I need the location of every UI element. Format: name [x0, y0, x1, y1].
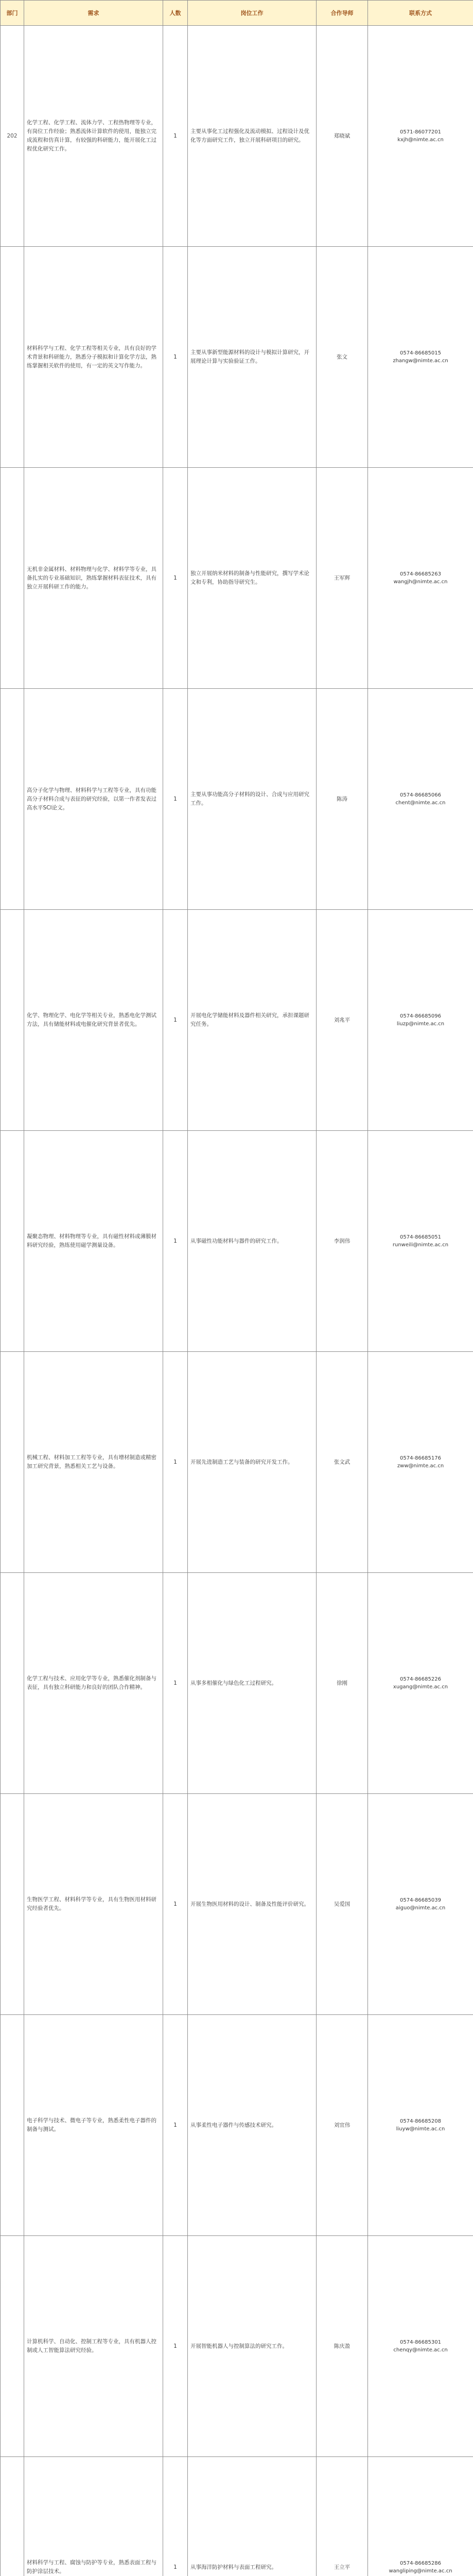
- contact-email[interactable]: zww@nimte.ac.cn: [397, 1463, 444, 1469]
- contact-email[interactable]: chent@nimte.ac.cn: [395, 800, 446, 806]
- mentor-cell: 徐刚: [317, 1573, 368, 1794]
- contact-phone: 0574-86685226: [400, 1676, 441, 1682]
- contact-email[interactable]: runweili@nimte.ac.cn: [392, 1242, 449, 1248]
- table-row: [1, 247, 473, 468]
- contact-phone: 0574-86685301: [400, 2340, 441, 2345]
- contact-cell: [368, 1794, 473, 2015]
- requirements-cell: 材料科学与工程、化学工程等相关专业，具有良好的学术背景和科研能力，熟悉分子模拟和计算化学方法，熟练掌握相关软件的使用，有一定的英文写作能力。: [24, 247, 163, 468]
- requirements-cell: 电子科学与技术、微电子等专业，熟悉柔性电子器件的制备与测试。: [24, 2015, 163, 2236]
- contact-cell: [368, 1131, 473, 1352]
- duties-cell: 从事磁性功能材料与器件的研究工作。: [188, 1131, 317, 1352]
- requirements-cell: 高分子化学与物理、材料科学与工程等专业，具有功能高分子材料合成与表征的研究经验，以第一作者发表过高水平SCI论文。: [24, 689, 163, 910]
- dept-cell: [1, 468, 24, 689]
- count-cell: 1: [163, 1131, 188, 1352]
- mentor-cell: 王立平: [317, 2457, 368, 2576]
- count-cell: 1: [163, 910, 188, 1131]
- mentor-cell: 刘兆平: [317, 910, 368, 1131]
- contact-email[interactable]: chenqy@nimte.ac.cn: [393, 2347, 448, 2353]
- contact-cell: [368, 1352, 473, 1573]
- count-cell: 1: [163, 689, 188, 910]
- table-row: [1, 2457, 473, 2576]
- contact-email[interactable]: kxjh@nimte.ac.cn: [397, 137, 444, 143]
- contact-email[interactable]: liuyw@nimte.ac.cn: [396, 2126, 445, 2132]
- table-row: [1, 689, 473, 910]
- table-row: [1, 468, 473, 689]
- contact-email[interactable]: wangjh@nimte.ac.cn: [393, 579, 448, 585]
- header-dept: 部门: [1, 1, 24, 26]
- count-cell: 1: [163, 1352, 188, 1573]
- count-cell: 1: [163, 26, 188, 247]
- header-contact: 联系方式: [368, 1, 473, 26]
- mentor-cell: 张文武: [317, 1352, 368, 1573]
- header-mentor: 合作导师: [317, 1, 368, 26]
- requirements-cell: 无机非金属材料、材料物理与化学、材料学等专业，具备扎实的专业基础知识，熟练掌握材料表征技术，具有独立开展科研工作的能力。: [24, 468, 163, 689]
- mentor-cell: 陈庆盈: [317, 2236, 368, 2457]
- contact-phone: 0574-86685096: [400, 1013, 441, 1019]
- count-cell: 1: [163, 2457, 188, 2576]
- duties-cell: 开展电化学储能材料及器件相关研究，承担课题研究任务。: [188, 910, 317, 1131]
- table-row: [1, 1573, 473, 1794]
- dept-cell: [1, 689, 24, 910]
- mentor-cell: 王军辉: [317, 468, 368, 689]
- contact-phone: 0574-86685015: [400, 350, 441, 356]
- count-cell: 1: [163, 1573, 188, 1794]
- contact-phone: 0574-86685039: [400, 1897, 441, 1903]
- duties-cell: 开展先进制造工艺与装备的研究开发工作。: [188, 1352, 317, 1573]
- dept-cell: [1, 1794, 24, 2015]
- table-row: [1, 1794, 473, 2015]
- dept-cell: [1, 2236, 24, 2457]
- mentor-cell: 郑晓斌: [317, 26, 368, 247]
- table-row: [1, 2236, 473, 2457]
- contact-cell: [368, 2236, 473, 2457]
- mentor-cell: 吴爱国: [317, 1794, 368, 2015]
- contact-cell: [368, 247, 473, 468]
- contact-cell: [368, 468, 473, 689]
- duties-cell: 主要从事新型能源材料的设计与模拟计算研究，开展理论计算与实验验证工作。: [188, 247, 317, 468]
- contact-phone: 0574-86685066: [400, 792, 441, 798]
- dept-cell: [1, 910, 24, 1131]
- table-header-row: [1, 1, 473, 26]
- requirements-cell: 材料科学与工程、腐蚀与防护等专业，熟悉表面工程与防护涂层技术。: [24, 2457, 163, 2576]
- count-cell: 1: [163, 2236, 188, 2457]
- dept-cell: 202: [1, 26, 24, 247]
- count-cell: 1: [163, 468, 188, 689]
- contact-phone: 0571-86077201: [400, 129, 441, 135]
- contact-phone: 0574-86685208: [400, 2119, 441, 2124]
- header-duties: 岗位工作: [188, 1, 317, 26]
- contact-phone: 0574-86685176: [400, 1455, 441, 1461]
- count-cell: 1: [163, 247, 188, 468]
- duties-cell: 主要从事功能高分子材料的设计、合成与应用研究工作。: [188, 689, 317, 910]
- table-row: [1, 26, 473, 247]
- duties-cell: 开展智能机器人与控制算法的研究工作。: [188, 2236, 317, 2457]
- table-row: [1, 1131, 473, 1352]
- contact-email[interactable]: xugang@nimte.ac.cn: [393, 1684, 448, 1690]
- requirements-cell: 机械工程、材料加工工程等专业，具有增材制造或精密加工研究背景，熟悉相关工艺与设备。: [24, 1352, 163, 1573]
- contact-cell: [368, 26, 473, 247]
- count-cell: 1: [163, 1794, 188, 2015]
- header-requirements: 需求: [24, 1, 163, 26]
- contact-phone: 0574-86685286: [400, 2561, 441, 2566]
- dept-cell: [1, 1352, 24, 1573]
- requirements-cell: 凝聚态物理、材料物理等专业，具有磁性材料或薄膜材料研究经验，熟练使用磁学测量设备。: [24, 1131, 163, 1352]
- requirements-cell: 化学工程、化学工程、流体力学、工程热物理等专业，有岗位工作经验；熟悉流体计算软件的使用，能独立完成流程和仿真计算，有较强的科研能力，能开展化工过程优化研究工作。: [24, 26, 163, 247]
- contact-cell: [368, 1573, 473, 1794]
- dept-cell: [1, 1131, 24, 1352]
- table-row: [1, 910, 473, 1131]
- duties-cell: 从事海洋防护材料与表面工程研究。: [188, 2457, 317, 2576]
- contact-phone: 0574-86685051: [400, 1234, 441, 1240]
- dept-cell: [1, 2457, 24, 2576]
- mentor-cell: 李润伟: [317, 1131, 368, 1352]
- requirements-cell: 化学工程与技术、应用化学等专业，熟悉催化剂制备与表征，具有独立科研能力和良好的团队合作精神。: [24, 1573, 163, 1794]
- count-cell: 1: [163, 2015, 188, 2236]
- requirements-cell: 计算机科学、自动化、控制工程等专业，具有机器人控制或人工智能算法研究经验。: [24, 2236, 163, 2457]
- contact-email[interactable]: liuzp@nimte.ac.cn: [396, 1021, 445, 1027]
- contact-email[interactable]: zhangw@nimte.ac.cn: [393, 358, 448, 364]
- mentor-cell: 陈涛: [317, 689, 368, 910]
- duties-cell: 主要从事化工过程强化及流动模拟、过程设计及优化等方面研究工作，独立开展科研项目的研究。: [188, 26, 317, 247]
- duties-cell: 独立开展纳米材料的制备与性能研究，撰写学术论文和专利，协助指导研究生。: [188, 468, 317, 689]
- table-row: [1, 1352, 473, 1573]
- mentor-cell: 张文: [317, 247, 368, 468]
- duties-cell: 从事柔性电子器件与传感技术研究。: [188, 2015, 317, 2236]
- contact-phone: 0574-86685263: [400, 571, 441, 577]
- contact-email[interactable]: aiguo@nimte.ac.cn: [395, 1905, 446, 1911]
- requirements-cell: 生物医学工程、材料科学等专业，具有生物医用材料研究经验者优先。: [24, 1794, 163, 2015]
- requirements-cell: 化学、物理化学、电化学等相关专业，熟悉电化学测试方法，具有储能材料或电催化研究背景者优先。: [24, 910, 163, 1131]
- contact-email[interactable]: wangliping@nimte.ac.cn: [389, 2568, 452, 2574]
- dept-cell: [1, 247, 24, 468]
- dept-cell: [1, 2015, 24, 2236]
- table-row: [1, 2015, 473, 2236]
- duties-cell: 开展生物医用材料的设计、制备及性能评价研究。: [188, 1794, 317, 2015]
- dept-cell: [1, 1573, 24, 1794]
- header-count: 人数: [163, 1, 188, 26]
- mentor-cell: 刘宜伟: [317, 2015, 368, 2236]
- duties-cell: 从事多相催化与绿色化工过程研究。: [188, 1573, 317, 1794]
- contact-cell: [368, 2015, 473, 2236]
- contact-cell: [368, 689, 473, 910]
- contact-cell: [368, 910, 473, 1131]
- contact-cell: [368, 2457, 473, 2576]
